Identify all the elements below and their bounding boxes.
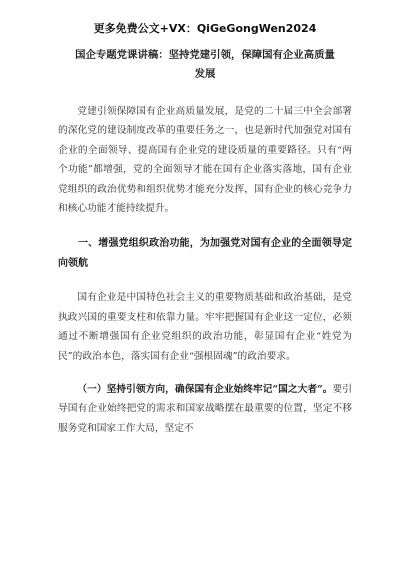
subsection-1-text: 要引导国有企业始终把党的需求和国家战略摆在最重要的位置，坚定不移服务党和国家工作大局，坚定不 <box>58 384 352 434</box>
spacer <box>58 274 352 288</box>
document-title <box>58 46 352 84</box>
subsection-1-heading: （一）坚持引领方向，确保国有企业始终牢记“国之大者”。 <box>77 384 333 396</box>
section-1-paragraph: 国有企业是中国特色社会主义的重要物质基础和政治基础，是党执政兴国的重要支柱和依靠力量。牢牢把握国有企业这一定位，必须通过不断增强国有企业党组织的政治功能，彰显国有企业“姓党为民”的政治本色，落实国有企业“强根固魂”的政治要求。 <box>58 292 352 362</box>
intro-paragraph: 党建引领保障国有企业高质量发展，是党的二十届三中全会部署的深化党的建设制度改革的重要任务之一，也是新时代加强党对国有企业的全面领导、提高国有企业党的建设质量的重要路径。只有“两个功能”都增强，党的全面领导才能在国有企业落实落地，国有企业党组织的政治优势和组织优势才能充分发挥，国有企业的核心竞争力和核心功能才能持续提升。 <box>58 106 352 215</box>
spacer <box>58 366 352 380</box>
subsection-1-paragraph <box>58 380 352 438</box>
section-1-heading: 一、增强党组织政治功能，为加强党对国有企业的全面领导定向领航 <box>58 238 352 270</box>
document-title-line-1: 国企专题党课讲稿：坚持党建引领，保障国有企业高质量 <box>75 49 335 61</box>
spacer <box>58 218 352 234</box>
watermark-header: 更多免费公文+VX：QiGeGongWen2024 <box>93 22 317 35</box>
document-title-line-2: 发展 <box>194 68 216 80</box>
